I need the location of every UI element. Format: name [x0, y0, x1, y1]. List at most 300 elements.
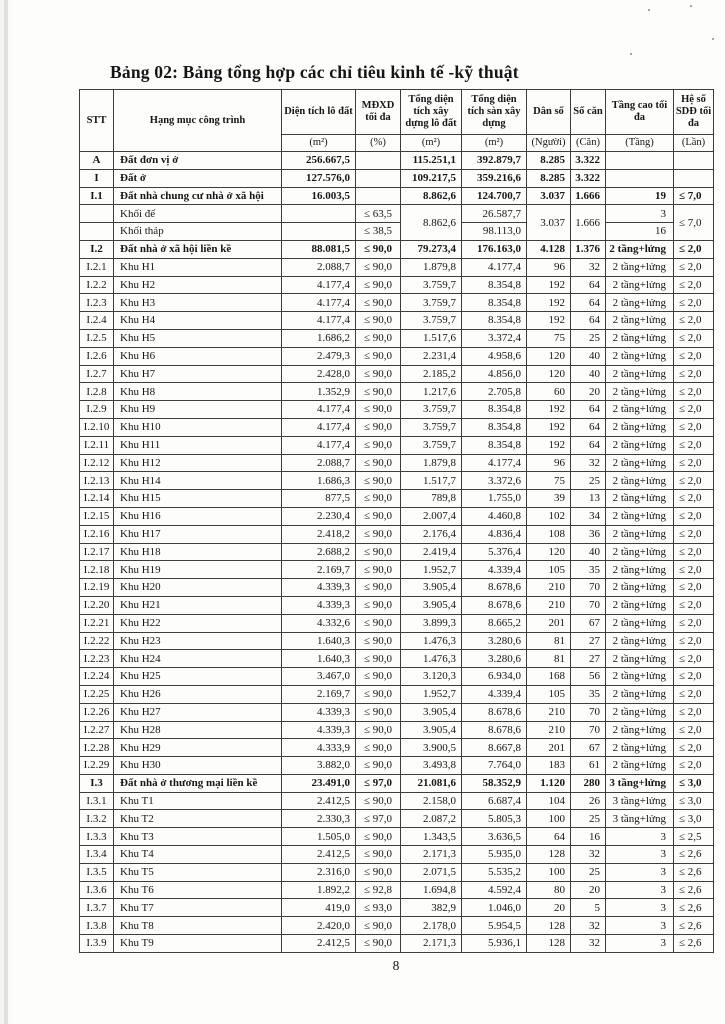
table-cell: 6.934,0	[462, 668, 527, 686]
table-cell: 40	[571, 543, 606, 561]
table-cell: I.2.27	[80, 721, 114, 739]
table-cell: Khu H11	[114, 436, 282, 454]
table-cell: 5.936,1	[462, 935, 527, 953]
table-row	[80, 525, 714, 543]
table-cell: ≤ 90,0	[356, 685, 401, 703]
table-cell: 3.280,6	[462, 632, 527, 650]
table-cell: 16	[606, 223, 674, 241]
table-cell: 3.037	[527, 205, 571, 241]
table-cell: 8.354,8	[462, 436, 527, 454]
table-cell: 20	[527, 899, 571, 917]
scan-speck	[690, 5, 692, 7]
table-cell: 2.688,2	[282, 543, 356, 561]
table-cell: 8.667,8	[462, 739, 527, 757]
table-cell: 70	[571, 596, 606, 614]
table-cell: 210	[527, 596, 571, 614]
table-cell: 2 tầng+lửng	[606, 757, 674, 775]
table-cell: 4.339,3	[282, 579, 356, 597]
table-cell: ≤ 2,6	[674, 899, 714, 917]
table-cell: I.2.15	[80, 507, 114, 525]
table-row	[80, 240, 714, 258]
table-cell: ≤ 2,0	[674, 703, 714, 721]
table-cell: 789,8	[401, 490, 462, 508]
table-cell: ≤ 2,0	[674, 294, 714, 312]
table-cell: Khu H16	[114, 507, 282, 525]
table-cell	[356, 187, 401, 205]
table-cell: 32	[571, 258, 606, 276]
table-cell: ≤ 38,5	[356, 223, 401, 241]
table-cell: ≤ 7,0	[674, 205, 714, 241]
table-cell: ≤ 3,0	[674, 810, 714, 828]
table-row	[80, 401, 714, 419]
table-cell: 2 tầng+lửng	[606, 312, 674, 330]
table-cell: Đất đơn vị ở	[114, 152, 282, 170]
table-cell: 1.120	[527, 774, 571, 792]
table-cell: Khu H20	[114, 579, 282, 597]
table-cell: 3.905,4	[401, 596, 462, 614]
table-cell	[282, 223, 356, 241]
table-cell: 8.678,6	[462, 721, 527, 739]
table-cell: 2 tầng+lửng	[606, 632, 674, 650]
table-cell: I.2.5	[80, 329, 114, 347]
table-cell: 35	[571, 685, 606, 703]
table-cell: ≤ 90,0	[356, 863, 401, 881]
table-cell: I.2.10	[80, 418, 114, 436]
table-cell: 3.280,6	[462, 650, 527, 668]
table-row	[80, 739, 714, 757]
table-cell: 1.517,7	[401, 472, 462, 490]
table-cell: ≤ 90,0	[356, 792, 401, 810]
table-cell: I.2.17	[80, 543, 114, 561]
table-cell: I.2.11	[80, 436, 114, 454]
table-cell: 3 tầng+lửng	[606, 792, 674, 810]
table-cell: 5.935,0	[462, 846, 527, 864]
table-cell: 2.088,7	[282, 454, 356, 472]
table-cell: ≤ 63,5	[356, 205, 401, 223]
table-cell: Khu H9	[114, 401, 282, 419]
table-cell: 2 tầng+lửng	[606, 240, 674, 258]
table-cell: 3.372,6	[462, 472, 527, 490]
table-cell: 4.177,4	[282, 312, 356, 330]
column-header-tang-cao: Tầng cao tối đa	[606, 90, 674, 135]
table-cell: 3.759,7	[401, 312, 462, 330]
table-cell: 8.354,8	[462, 312, 527, 330]
table-cell: I.2.28	[80, 739, 114, 757]
table-cell: 2 tầng+lửng	[606, 507, 674, 525]
table-row	[80, 721, 714, 739]
table-cell: Khu H21	[114, 596, 282, 614]
column-header-he-so-sdd: Hệ số SDĐ tối đa	[674, 90, 714, 135]
table-cell: ≤ 2,6	[674, 846, 714, 864]
table-cell: ≤ 90,0	[356, 258, 401, 276]
table-cell: 3.372,4	[462, 329, 527, 347]
table-cell: 2 tầng+lửng	[606, 454, 674, 472]
table-cell: ≤ 2,0	[674, 614, 714, 632]
table-cell: 3.037	[527, 187, 571, 205]
table-cell: 2 tầng+lửng	[606, 703, 674, 721]
table-cell: I.3.4	[80, 846, 114, 864]
table-cell: Khu H1	[114, 258, 282, 276]
table-cell: Đất nhà ở thương mại liền kề	[114, 774, 282, 792]
table-cell: Khu H19	[114, 561, 282, 579]
table-cell: 58.352,9	[462, 774, 527, 792]
table-cell: I.2.24	[80, 668, 114, 686]
table-cell: I.2.19	[80, 579, 114, 597]
table-cell: Khu H24	[114, 650, 282, 668]
table-row	[80, 418, 714, 436]
table-cell: Khu H7	[114, 365, 282, 383]
table-cell: 2 tầng+lửng	[606, 347, 674, 365]
table-cell: 8.354,8	[462, 401, 527, 419]
table-cell: Khu H28	[114, 721, 282, 739]
table-row	[80, 472, 714, 490]
table-cell: I.3.5	[80, 863, 114, 881]
table-cell: 2 tầng+lửng	[606, 383, 674, 401]
table-cell: 5.535,2	[462, 863, 527, 881]
table-cell: ≤ 90,0	[356, 543, 401, 561]
table-row	[80, 650, 714, 668]
table-cell: 88.081,5	[282, 240, 356, 258]
table-cell: 2 tầng+lửng	[606, 721, 674, 739]
table-cell: I.2.8	[80, 383, 114, 401]
table-cell: 102	[527, 507, 571, 525]
table-cell: 19	[606, 187, 674, 205]
table-cell: ≤ 2,0	[674, 507, 714, 525]
table-cell: 4.177,4	[282, 401, 356, 419]
table-row	[80, 881, 714, 899]
table-cell: 2.171,3	[401, 935, 462, 953]
table-cell: Khu T9	[114, 935, 282, 953]
table-cell: 81	[527, 650, 571, 668]
table-cell: 1.952,7	[401, 561, 462, 579]
table-cell: 81	[527, 632, 571, 650]
table-cell: I.2.25	[80, 685, 114, 703]
table-cell: I.2.22	[80, 632, 114, 650]
table-cell: 2 tầng+lửng	[606, 472, 674, 490]
table-cell: 192	[527, 276, 571, 294]
table-cell: 3.322	[571, 169, 606, 187]
table-row	[80, 703, 714, 721]
table-cell: 2 tầng+lửng	[606, 596, 674, 614]
table-cell: 21.081,6	[401, 774, 462, 792]
table-row	[80, 329, 714, 347]
column-header-tong-dt-san: Tổng diện tích sàn xây dựng	[462, 90, 527, 135]
table-cell: 4.592,4	[462, 881, 527, 899]
table-cell: Khu H14	[114, 472, 282, 490]
table-cell: 2.231,4	[401, 347, 462, 365]
table-row	[80, 383, 714, 401]
table-cell: 2.169,7	[282, 561, 356, 579]
table-cell: 32	[571, 846, 606, 864]
table-cell: Khu H18	[114, 543, 282, 561]
table-cell: Khu H8	[114, 383, 282, 401]
table-cell: 877,5	[282, 490, 356, 508]
table-cell: 4.836,4	[462, 525, 527, 543]
table-cell	[80, 223, 114, 241]
table-cell: 34	[571, 507, 606, 525]
table-cell: 100	[527, 863, 571, 881]
scan-speck	[712, 38, 714, 40]
table-cell: I.3.1	[80, 792, 114, 810]
table-cell: 3.759,7	[401, 276, 462, 294]
table-cell: 32	[571, 917, 606, 935]
table-title: Bảng 02: Bảng tổng hợp các chỉ tiêu kinh tế -kỹ thuật	[110, 62, 519, 82]
table-cell: 2.412,5	[282, 846, 356, 864]
table-cell: Khu T2	[114, 810, 282, 828]
table-cell: 61	[571, 757, 606, 775]
table-cell: ≤ 90,0	[356, 917, 401, 935]
table-cell: Khu T8	[114, 917, 282, 935]
table-cell: Đất nhà chung cư nhà ở xã hội	[114, 187, 282, 205]
table-cell: 2 tầng+lửng	[606, 276, 674, 294]
table-cell: 2.479,3	[282, 347, 356, 365]
table-cell: ≤ 90,0	[356, 347, 401, 365]
table-header	[80, 90, 714, 152]
table-cell: 3.120,3	[401, 668, 462, 686]
table-cell: 2 tầng+lửng	[606, 525, 674, 543]
table-cell: Khu H2	[114, 276, 282, 294]
unit-tang-cao: (Tầng)	[606, 135, 674, 152]
table-cell: 5.376,4	[462, 543, 527, 561]
table-cell: I.2.2	[80, 276, 114, 294]
table-cell: 23.491,0	[282, 774, 356, 792]
table-cell: ≤ 90,0	[356, 365, 401, 383]
table-cell: 2 tầng+lửng	[606, 294, 674, 312]
table-cell: 2.178,0	[401, 917, 462, 935]
table-cell: I.2.20	[80, 596, 114, 614]
table-cell: ≤ 90,0	[356, 739, 401, 757]
table-cell: 16.003,5	[282, 187, 356, 205]
table-cell: 1.343,5	[401, 828, 462, 846]
table-cell: 1.505,0	[282, 828, 356, 846]
table-cell: ≤ 2,0	[674, 258, 714, 276]
table-cell: ≤ 2,0	[674, 240, 714, 258]
table-cell: 2.420,0	[282, 917, 356, 935]
table-cell: 96	[527, 258, 571, 276]
table-row	[80, 757, 714, 775]
table-cell: I.2.13	[80, 472, 114, 490]
table-cell: 419,0	[282, 899, 356, 917]
table-cell: 3	[606, 899, 674, 917]
table-cell: 2.705,8	[462, 383, 527, 401]
table-cell: 100	[527, 810, 571, 828]
table-cell: 1.476,3	[401, 650, 462, 668]
table-row	[80, 205, 714, 223]
table-cell: 4.177,4	[282, 294, 356, 312]
table-cell: 108	[527, 525, 571, 543]
table-cell	[80, 205, 114, 223]
table-cell: I.3.9	[80, 935, 114, 953]
table-cell: I.2	[80, 240, 114, 258]
table-cell: ≤ 2,6	[674, 917, 714, 935]
table-cell: 2 tầng+lửng	[606, 401, 674, 419]
table-cell: ≤ 3,0	[674, 792, 714, 810]
table-cell: 16	[571, 828, 606, 846]
table-cell: 64	[571, 401, 606, 419]
table-cell: ≤ 2,0	[674, 650, 714, 668]
table-row	[80, 792, 714, 810]
table-cell: 2.418,2	[282, 525, 356, 543]
table-cell: 2.330,3	[282, 810, 356, 828]
table-cell: 128	[527, 935, 571, 953]
table-row	[80, 312, 714, 330]
table-cell: I.2.23	[80, 650, 114, 668]
table-cell: Khu H23	[114, 632, 282, 650]
table-cell: Khu H30	[114, 757, 282, 775]
table-cell: 7.764,0	[462, 757, 527, 775]
table-cell: ≤ 2,0	[674, 436, 714, 454]
table-cell: 2 tầng+lửng	[606, 650, 674, 668]
table-cell: 201	[527, 614, 571, 632]
table-cell: 25	[571, 472, 606, 490]
table-cell: 1.217,6	[401, 383, 462, 401]
table-cell: ≤ 2,0	[674, 668, 714, 686]
table-cell: ≤ 2,0	[674, 454, 714, 472]
table-row	[80, 828, 714, 846]
table-cell: I.2.14	[80, 490, 114, 508]
table-cell: 109.217,5	[401, 169, 462, 187]
table-cell	[356, 169, 401, 187]
table-cell: 1.666	[571, 187, 606, 205]
table-cell: ≤ 2,0	[674, 472, 714, 490]
table-cell: 64	[571, 436, 606, 454]
table-row	[80, 365, 714, 383]
table-cell: 4.177,4	[462, 454, 527, 472]
table-cell: 2 tầng+lửng	[606, 579, 674, 597]
table-cell: 5.954,5	[462, 917, 527, 935]
table-cell: A	[80, 152, 114, 170]
table-cell: ≤ 2,0	[674, 312, 714, 330]
table-cell: ≤ 90,0	[356, 596, 401, 614]
column-header-hang-muc: Hạng mục công trình	[114, 90, 282, 152]
table-cell: 3.467,0	[282, 668, 356, 686]
table-cell: 56	[571, 668, 606, 686]
table-cell: 1.640,3	[282, 650, 356, 668]
table-row	[80, 223, 714, 241]
table-cell: ≤ 90,0	[356, 579, 401, 597]
table-cell: 2 tầng+lửng	[606, 258, 674, 276]
table-cell: 40	[571, 365, 606, 383]
table-cell: 8.354,8	[462, 418, 527, 436]
table-cell	[674, 169, 714, 187]
table-cell: Khu T1	[114, 792, 282, 810]
table-cell: I.3.2	[80, 810, 114, 828]
table-cell: 8.862,6	[401, 205, 462, 241]
table-cell: 1.694,8	[401, 881, 462, 899]
table-cell: 1.879,8	[401, 258, 462, 276]
unit-so-can: (Căn)	[571, 135, 606, 152]
table-body	[80, 152, 714, 953]
table-cell: 8.285	[527, 169, 571, 187]
table-cell: 192	[527, 436, 571, 454]
table-cell: 1.352,9	[282, 383, 356, 401]
table-row	[80, 276, 714, 294]
table-cell: 70	[571, 721, 606, 739]
table-cell: 210	[527, 579, 571, 597]
table-cell: ≤ 90,0	[356, 454, 401, 472]
table-row	[80, 596, 714, 614]
table-cell: ≤ 2,0	[674, 685, 714, 703]
table-cell: 3.636,5	[462, 828, 527, 846]
table-cell: 128	[527, 846, 571, 864]
table-cell: 2.176,4	[401, 525, 462, 543]
table-cell: 67	[571, 739, 606, 757]
table-row	[80, 810, 714, 828]
table-cell: 8.665,2	[462, 614, 527, 632]
table-cell: ≤ 90,0	[356, 276, 401, 294]
table-row	[80, 774, 714, 792]
table-cell: 2.007,4	[401, 507, 462, 525]
table-cell: 5.805,3	[462, 810, 527, 828]
table-cell: Khu H26	[114, 685, 282, 703]
column-header-mdxd: MĐXD tối đa	[356, 90, 401, 135]
table-cell: ≤ 92,8	[356, 881, 401, 899]
column-header-dien-tich-lo-dat: Diện tích lô đất	[282, 90, 356, 135]
table-cell: ≤ 90,0	[356, 240, 401, 258]
table-cell: 25	[571, 329, 606, 347]
table-cell: 120	[527, 365, 571, 383]
table-cell: ≤ 2,6	[674, 863, 714, 881]
table-cell: 2.428,0	[282, 365, 356, 383]
table-cell: 382,9	[401, 899, 462, 917]
table-cell: 64	[571, 312, 606, 330]
table-cell: 1.755,0	[462, 490, 527, 508]
table-cell: 2 tầng+lửng	[606, 668, 674, 686]
table-cell: 120	[527, 543, 571, 561]
table-cell: 2.419,4	[401, 543, 462, 561]
table-cell: 5	[571, 899, 606, 917]
table-row	[80, 436, 714, 454]
table-cell: 3	[606, 205, 674, 223]
unit-mdxd: (%)	[356, 135, 401, 152]
table-cell: 2 tầng+lửng	[606, 685, 674, 703]
table-cell: 105	[527, 685, 571, 703]
table-cell: 2.412,5	[282, 792, 356, 810]
table-cell: 4.332,6	[282, 614, 356, 632]
table-cell: Khu H5	[114, 329, 282, 347]
scan-edge-shadow	[4, 0, 8, 1024]
table-cell: I.2.26	[80, 703, 114, 721]
table-cell: 3 tầng+lửng	[606, 810, 674, 828]
table-cell: 115.251,1	[401, 152, 462, 170]
table-cell: I.2.6	[80, 347, 114, 365]
table-cell: ≤ 90,0	[356, 436, 401, 454]
table-cell: Khu T5	[114, 863, 282, 881]
table-cell: ≤ 90,0	[356, 935, 401, 953]
table-cell: ≤ 90,0	[356, 632, 401, 650]
column-header-tong-dt-xay-dung: Tổng diện tích xây dựng lô đất	[401, 90, 462, 135]
table-cell: ≤ 90,0	[356, 650, 401, 668]
table-cell: 1.476,3	[401, 632, 462, 650]
table-cell: 201	[527, 739, 571, 757]
table-cell: 1.686,3	[282, 472, 356, 490]
table-cell: 8.354,8	[462, 276, 527, 294]
table-cell: ≤ 2,0	[674, 543, 714, 561]
table-cell: 8.678,6	[462, 703, 527, 721]
table-cell: 70	[571, 579, 606, 597]
unit-tong-dt-san: (m²)	[462, 135, 527, 152]
table-cell: 67	[571, 614, 606, 632]
header-row-labels	[80, 90, 714, 135]
table-cell: ≤ 2,0	[674, 579, 714, 597]
table-cell: I.1	[80, 187, 114, 205]
table-row	[80, 152, 714, 170]
table-cell: 64	[571, 294, 606, 312]
table-cell: 40	[571, 347, 606, 365]
table-cell: 128	[527, 917, 571, 935]
table-cell: ≤ 2,0	[674, 276, 714, 294]
table-cell: 80	[527, 881, 571, 899]
